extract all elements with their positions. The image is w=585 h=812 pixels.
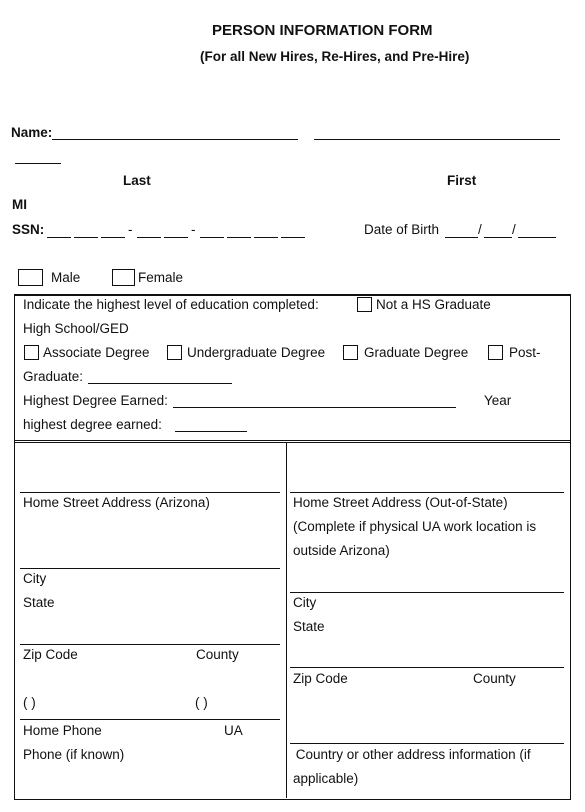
- female-label: Female: [138, 270, 184, 285]
- city-label: City: [23, 571, 47, 586]
- year-label: Year: [484, 393, 512, 408]
- ssn-digit[interactable]: [47, 237, 71, 238]
- ssn-digit[interactable]: [281, 237, 305, 238]
- last-label: Last: [123, 173, 151, 188]
- form-title: PERSON INFORMATION FORM: [212, 22, 433, 39]
- dob-year-field[interactable]: [518, 237, 556, 238]
- ua-label: UA: [224, 723, 243, 738]
- last-name-field[interactable]: [52, 139, 298, 140]
- ssn-dash: -: [128, 222, 133, 237]
- year-field[interactable]: [175, 431, 247, 432]
- city-state-field[interactable]: [20, 644, 280, 645]
- associate-label: Associate Degree: [43, 345, 150, 360]
- highest-degree-field[interactable]: [173, 407, 456, 408]
- oos-city-state-field[interactable]: [290, 667, 564, 668]
- male-label: Male: [51, 270, 81, 285]
- graduate-checkbox[interactable]: [343, 345, 358, 360]
- post-graduate-label: Post-: [509, 345, 541, 360]
- associate-checkbox[interactable]: [24, 345, 39, 360]
- graduate-label: Graduate Degree: [364, 345, 469, 360]
- zip-label: Zip Code: [23, 647, 78, 662]
- phone-field[interactable]: [20, 719, 280, 720]
- mi-field[interactable]: [15, 163, 61, 164]
- home-phone-label: Home Phone: [23, 723, 102, 738]
- education-instructions: Indicate the highest level of education completed:: [23, 297, 319, 312]
- ua-phone-area-code: ( ): [195, 695, 208, 710]
- not-hs-checkbox[interactable]: [357, 297, 372, 312]
- address-divider: [286, 442, 287, 798]
- home-phone-area-code: ( ): [23, 695, 36, 710]
- ssn-digit[interactable]: [254, 237, 278, 238]
- not-hs-label: Not a HS Graduate: [376, 297, 491, 312]
- ssn-label: SSN:: [12, 222, 45, 237]
- male-checkbox[interactable]: [18, 269, 43, 286]
- mi-label: MI: [12, 197, 27, 212]
- dob-month-field[interactable]: [445, 237, 478, 238]
- ssn-digit[interactable]: [227, 237, 251, 238]
- oos-home-street-field[interactable]: [290, 492, 564, 493]
- oos-home-street-label: Home Street Address (Out-of-State): [293, 495, 508, 510]
- phone-known-label: Phone (if known): [23, 747, 125, 762]
- undergraduate-checkbox[interactable]: [167, 345, 182, 360]
- oos-zip-label: Zip Code: [293, 671, 348, 686]
- dob-label: Date of Birth: [364, 222, 440, 237]
- year-label-cont: highest degree earned:: [23, 417, 162, 432]
- oos-city-label: City: [293, 595, 317, 610]
- female-checkbox[interactable]: [112, 269, 135, 286]
- state-label: State: [23, 595, 55, 610]
- first-label: First: [447, 173, 477, 188]
- ssn-dash: -: [191, 222, 196, 237]
- oos-state-label: State: [293, 619, 325, 634]
- post-graduate-checkbox[interactable]: [488, 345, 503, 360]
- oos-zip-county-field[interactable]: [290, 743, 564, 744]
- dob-day-field[interactable]: [484, 237, 512, 238]
- form-subtitle: (For all New Hires, Re-Hires, and Pre-Hire): [200, 49, 470, 64]
- home-street-label: Home Street Address (Arizona): [23, 495, 210, 510]
- ssn-digit[interactable]: [164, 237, 188, 238]
- hs-ged-label: High School/GED: [23, 321, 129, 336]
- county-label: County: [196, 647, 239, 662]
- highest-degree-label: Highest Degree Earned:: [23, 393, 168, 408]
- first-name-field[interactable]: [314, 139, 560, 140]
- oos-county-label: County: [473, 671, 516, 686]
- home-street-field[interactable]: [20, 492, 280, 493]
- undergraduate-label: Undergraduate Degree: [187, 345, 326, 360]
- ssn-digit[interactable]: [200, 237, 224, 238]
- oos-country-label: Country or other address information (if: [292, 747, 531, 762]
- dob-separator: /: [478, 222, 482, 237]
- dob-separator: /: [512, 222, 516, 237]
- address-line-field[interactable]: [20, 568, 280, 569]
- ssn-digit[interactable]: [137, 237, 161, 238]
- ssn-digit[interactable]: [101, 237, 125, 238]
- oos-country-label-cont: applicable): [293, 771, 359, 786]
- oos-note: (Complete if physical UA work location is: [293, 519, 537, 534]
- name-label: Name:: [11, 125, 53, 140]
- oos-note-cont: outside Arizona): [293, 543, 390, 558]
- ssn-digit[interactable]: [74, 237, 98, 238]
- post-graduate-label-cont: Graduate:: [23, 369, 84, 384]
- post-graduate-field[interactable]: [88, 383, 232, 384]
- oos-address-line-field[interactable]: [290, 592, 564, 593]
